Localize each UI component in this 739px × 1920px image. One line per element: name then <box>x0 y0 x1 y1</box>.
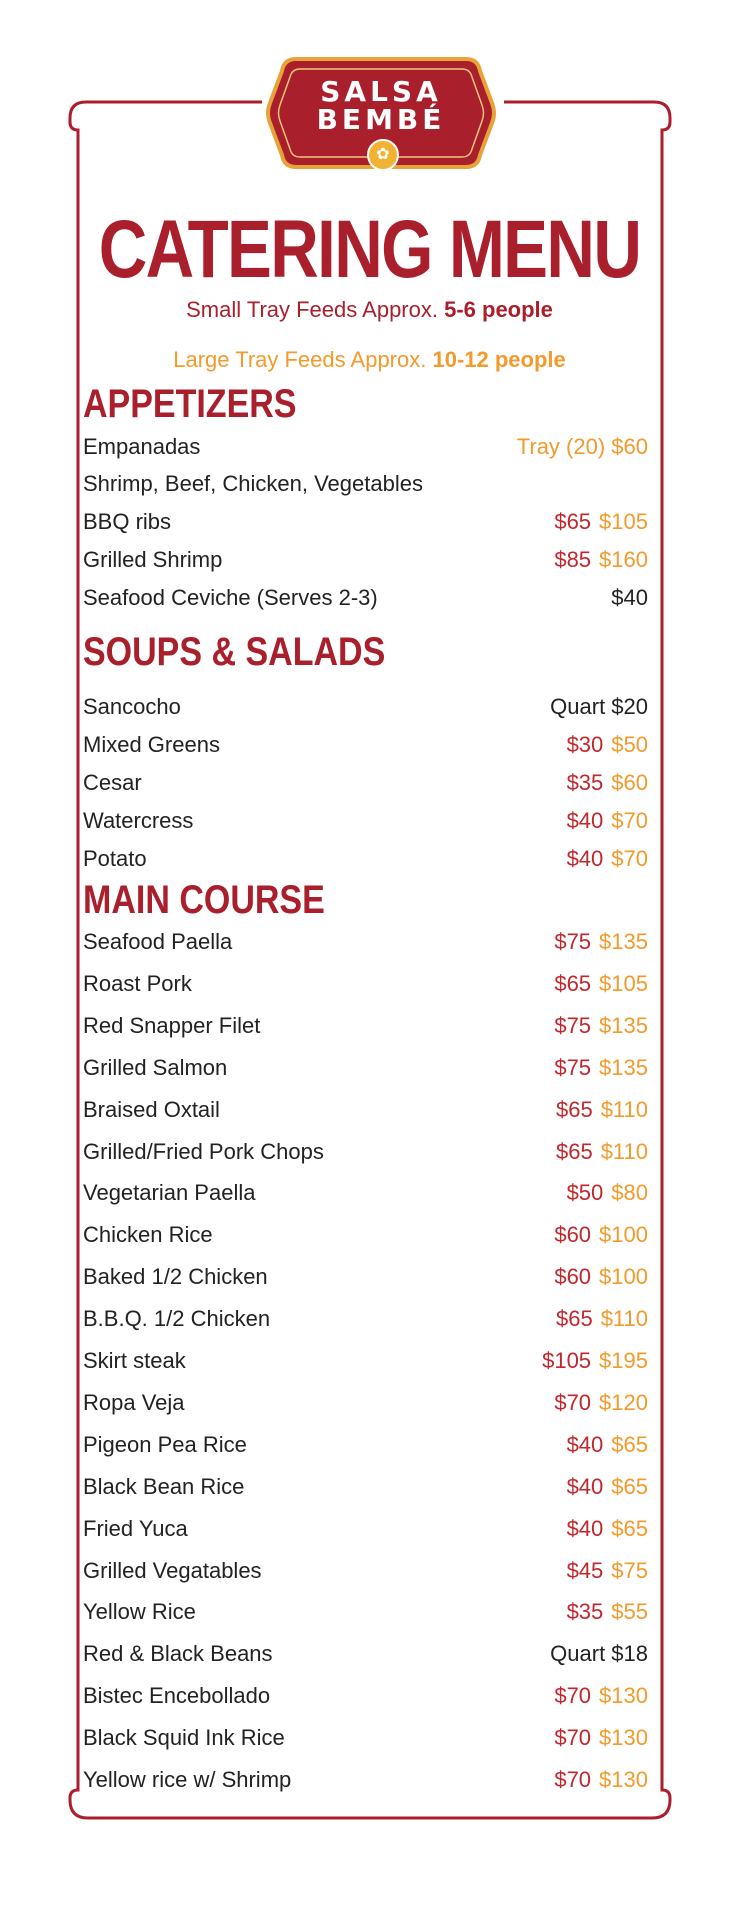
item-price: Quart $18 <box>550 1641 648 1666</box>
small-tray-price: $40 <box>566 1474 604 1499</box>
menu-item <box>83 1009 648 1043</box>
item-name: Bistec Encebollado <box>83 1683 271 1708</box>
menu-item <box>83 804 648 838</box>
item-name: Cesar <box>83 770 142 795</box>
item-name: Seafood Ceviche (Serves 2-3) <box>83 585 378 610</box>
large-tray-price: $195 <box>599 1348 648 1373</box>
menu-item <box>83 543 648 577</box>
item-name: Roast Pork <box>83 971 192 996</box>
large-tray-price: $100 <box>599 1264 648 1289</box>
large-tray-people: 10-12 people <box>432 347 566 372</box>
small-tray-price: $35 <box>566 1599 604 1624</box>
small-tray-price: $65 <box>555 1306 593 1331</box>
item-name: Skirt steak <box>83 1348 186 1373</box>
item-name: Vegetarian Paella <box>83 1180 256 1205</box>
menu-item <box>83 1176 648 1210</box>
menu-item <box>83 1470 648 1504</box>
large-tray-price: $160 <box>599 547 648 572</box>
section-title-main-course: MAIN COURSE <box>83 878 325 922</box>
menu-item <box>83 728 648 762</box>
large-tray-price: $65 <box>611 1516 648 1541</box>
item-name: Red & Black Beans <box>83 1641 273 1666</box>
small-tray-price: $40 <box>566 808 604 833</box>
menu-item <box>83 1344 648 1378</box>
small-tray-text: Small Tray Feeds Approx. <box>186 297 445 322</box>
large-tray-note <box>0 346 739 374</box>
menu-item <box>83 1554 648 1588</box>
small-tray-price: $70 <box>554 1390 592 1415</box>
item-name: Sancocho <box>83 694 181 719</box>
item-prices <box>567 1470 648 1504</box>
item-prices <box>567 1554 648 1588</box>
large-tray-price: $110 <box>600 1306 648 1331</box>
item-prices <box>554 1009 648 1043</box>
small-tray-price: $30 <box>566 732 604 757</box>
salsa-bembe-logo <box>266 55 496 173</box>
small-tray-price: $40 <box>566 846 604 871</box>
item-prices <box>554 1763 648 1797</box>
item-name: Grilled/Fried Pork Chops <box>83 1139 324 1164</box>
item-prices <box>567 804 648 838</box>
small-tray-price: $35 <box>566 770 604 795</box>
large-tray-price: $130 <box>599 1725 648 1750</box>
small-tray-people: 5-6 people <box>444 297 553 322</box>
menu-item <box>83 430 648 464</box>
item-name: Ropa Veja <box>83 1390 185 1415</box>
section-title-soups-salads: SOUPS & SALADS <box>83 630 386 674</box>
flower-icon: ✿ <box>367 139 399 171</box>
item-name: Red Snapper Filet <box>83 1013 261 1038</box>
item-prices <box>554 1721 648 1755</box>
small-tray-price: $60 <box>554 1264 592 1289</box>
menu-item <box>83 925 648 959</box>
item-name: Black Bean Rice <box>83 1474 245 1499</box>
item-prices <box>567 1428 648 1462</box>
menu-item <box>83 1093 648 1127</box>
item-name: Grilled Shrimp <box>83 547 223 572</box>
menu-item-subtext <box>83 467 648 501</box>
menu-item <box>83 1595 648 1629</box>
item-name: Black Squid Ink Rice <box>83 1725 285 1750</box>
item-price: Quart $20 <box>550 694 648 719</box>
item-prices <box>554 505 648 539</box>
large-tray-price: $130 <box>599 1683 648 1708</box>
large-tray-price: $100 <box>599 1222 648 1247</box>
item-prices <box>567 1176 648 1210</box>
item-prices <box>554 967 648 1001</box>
item-prices <box>554 925 648 959</box>
item-price: Tray (20) $60 <box>516 434 648 459</box>
large-tray-price: $55 <box>611 1599 648 1624</box>
small-tray-price: $70 <box>554 1683 592 1708</box>
large-tray-price: $75 <box>611 1558 648 1583</box>
small-tray-price: $75 <box>554 929 592 954</box>
item-name: Mixed Greens <box>83 732 220 757</box>
large-tray-price: $105 <box>599 509 648 534</box>
item-name: Yellow rice w/ Shrimp <box>83 1767 292 1792</box>
small-tray-price: $85 <box>554 547 592 572</box>
large-tray-price: $80 <box>611 1180 648 1205</box>
item-name: Yellow Rice <box>83 1599 196 1624</box>
item-prices <box>554 1260 648 1294</box>
menu-item <box>83 842 648 876</box>
menu-item <box>83 1637 648 1671</box>
large-tray-price: $65 <box>611 1474 648 1499</box>
menu-item <box>83 1763 648 1797</box>
item-prices <box>542 1344 648 1378</box>
small-tray-price: $65 <box>555 1139 593 1164</box>
item-price: $40 <box>611 585 648 610</box>
section-title-appetizers: APPETIZERS <box>83 382 297 426</box>
menu-item <box>83 967 648 1001</box>
item-name: Fried Yuca <box>83 1516 188 1541</box>
item-prices <box>554 543 648 577</box>
large-tray-price: $135 <box>599 1013 648 1038</box>
item-name: Braised Oxtail <box>83 1097 220 1122</box>
item-name: B.B.Q. 1/2 Chicken <box>83 1306 271 1331</box>
small-tray-price: $65 <box>554 971 592 996</box>
item-name: Grilled Salmon <box>83 1055 228 1080</box>
menu-item <box>83 690 648 724</box>
large-tray-price: $110 <box>600 1097 648 1122</box>
small-tray-price: $75 <box>554 1055 592 1080</box>
menu-item <box>83 581 648 615</box>
menu-item <box>83 1512 648 1546</box>
large-tray-price: $120 <box>599 1390 648 1415</box>
large-tray-price: $50 <box>611 732 648 757</box>
page-title: CATERING MENU <box>98 204 641 295</box>
menu-item <box>83 1135 648 1169</box>
logo-line-1: SALSA <box>320 75 442 108</box>
item-name: Seafood Paella <box>83 929 233 954</box>
small-tray-price: $70 <box>554 1725 592 1750</box>
item-name: BBQ ribs <box>83 509 172 534</box>
small-tray-price: $65 <box>555 1097 593 1122</box>
large-tray-price: $70 <box>611 808 648 833</box>
item-name: Chicken Rice <box>83 1222 213 1247</box>
large-tray-price: $60 <box>611 770 648 795</box>
item-prices <box>567 1512 648 1546</box>
menu-item <box>83 1386 648 1420</box>
small-tray-price: $105 <box>542 1348 592 1373</box>
logo-line-2: BEMBÉ <box>316 103 446 136</box>
menu-item <box>83 766 648 800</box>
menu-item <box>83 1260 648 1294</box>
small-tray-price: $70 <box>554 1767 592 1792</box>
item-prices <box>556 1093 648 1127</box>
item-name: Grilled Vegatables <box>83 1558 262 1583</box>
small-tray-price: $45 <box>566 1558 604 1583</box>
menu-item <box>83 1679 648 1713</box>
menu-item <box>83 1218 648 1252</box>
small-tray-price: $40 <box>566 1432 604 1457</box>
item-name: Empanadas <box>83 434 201 459</box>
item-prices <box>556 1135 648 1169</box>
item-description: Shrimp, Beef, Chicken, Vegetables <box>83 471 423 496</box>
large-tray-price: $110 <box>600 1139 648 1164</box>
large-tray-price: $70 <box>611 846 648 871</box>
menu-item <box>83 1302 648 1336</box>
small-tray-price: $65 <box>554 509 592 534</box>
item-prices <box>556 1302 648 1336</box>
small-tray-note <box>0 296 739 324</box>
item-prices <box>554 1386 648 1420</box>
small-tray-price: $50 <box>566 1180 604 1205</box>
menu-item <box>83 505 648 539</box>
small-tray-price: $40 <box>566 1516 604 1541</box>
item-name: Pigeon Pea Rice <box>83 1432 247 1457</box>
item-prices <box>554 1051 648 1085</box>
item-prices <box>567 766 648 800</box>
item-prices <box>567 728 648 762</box>
item-prices <box>567 842 648 876</box>
large-tray-price: $130 <box>599 1767 648 1792</box>
menu-item <box>83 1051 648 1085</box>
item-name: Watercress <box>83 808 194 833</box>
large-tray-price: $105 <box>599 971 648 996</box>
large-tray-price: $135 <box>599 929 648 954</box>
menu-item <box>83 1428 648 1462</box>
small-tray-price: $60 <box>554 1222 592 1247</box>
item-prices <box>554 1679 648 1713</box>
small-tray-price: $75 <box>554 1013 592 1038</box>
item-name: Baked 1/2 Chicken <box>83 1264 268 1289</box>
item-prices <box>567 1595 648 1629</box>
menu-item <box>83 1721 648 1755</box>
item-name: Potato <box>83 846 147 871</box>
large-tray-price: $65 <box>611 1432 648 1457</box>
large-tray-price: $135 <box>599 1055 648 1080</box>
large-tray-text: Large Tray Feeds Approx. <box>173 347 433 372</box>
item-prices <box>554 1218 648 1252</box>
